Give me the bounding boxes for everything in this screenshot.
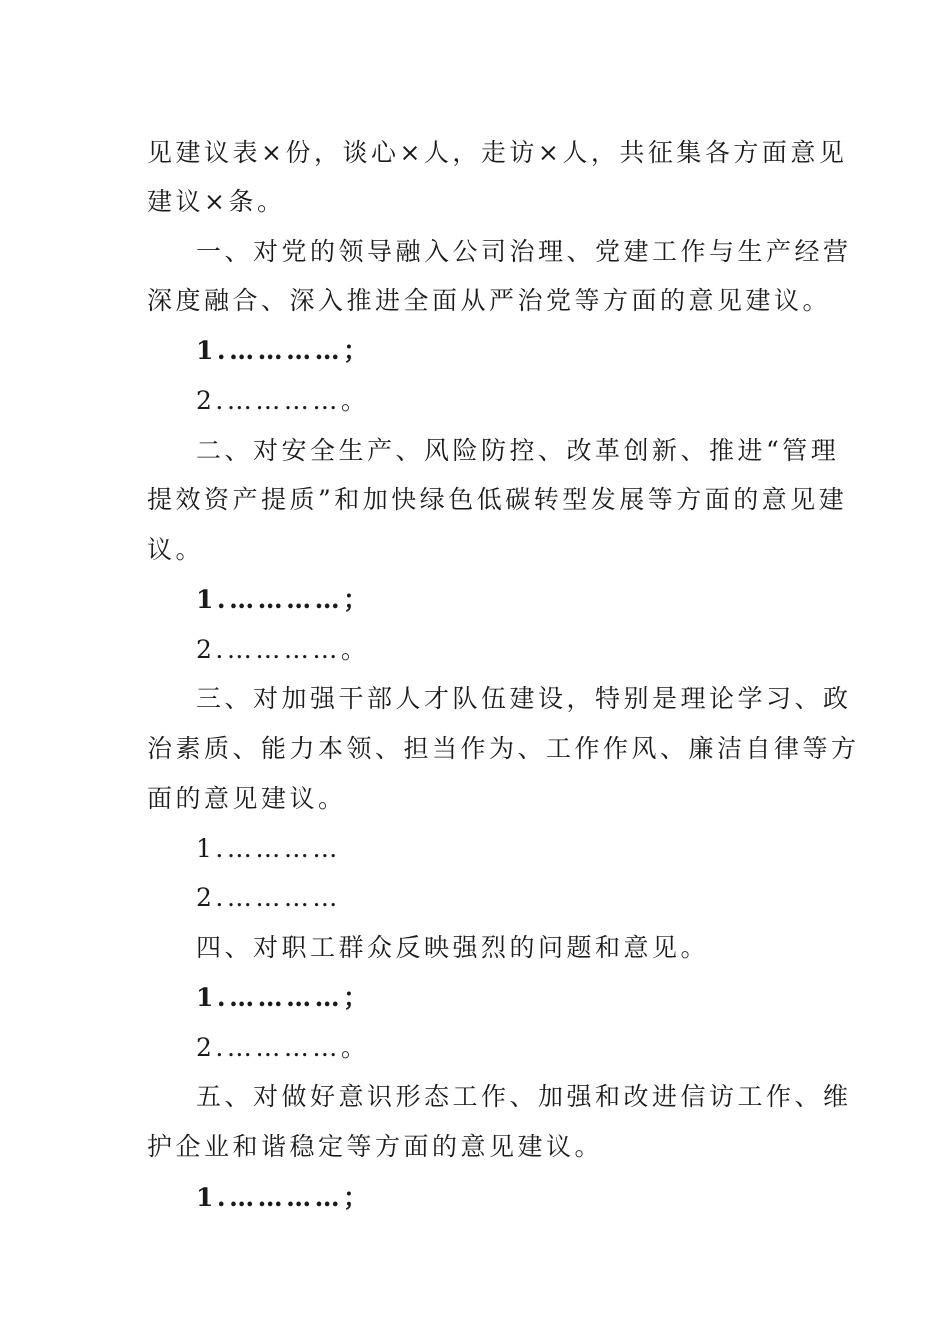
section-2-heading: 二、对安全生产、风险防控、改革创新、推进“管理 — [196, 436, 840, 465]
section-1-heading-cont: 深度融合、深入推进全面从严治党等方面的意见建议。 — [147, 286, 832, 315]
section-4-heading: 四、对职工群众反映强烈的问题和意见。 — [196, 933, 710, 962]
list-item: 1.…………； — [196, 1183, 372, 1212]
list-item: 1.………… — [196, 834, 341, 863]
section-2-heading-cont: 提效资产提质”和加快绿色低碳转型发展等方面的意见建 — [147, 485, 848, 514]
section-3-heading-cont: 面的意见建议。 — [147, 784, 347, 813]
section-5-heading-cont: 护企业和谐稳定等方面的意见建议。 — [147, 1132, 604, 1161]
section-1-heading: 一、对党的领导融入公司治理、党建工作与生产经营 — [196, 237, 852, 266]
list-item: 1.…………； — [196, 336, 372, 365]
list-item: 2.………… — [196, 883, 341, 912]
section-5-heading: 五、对做好意识形态工作、加强和改进信访工作、维 — [196, 1082, 852, 1111]
section-3-heading: 三、对加强干部人才队伍建设，特别是理论学习、政 — [196, 684, 852, 713]
paragraph-line: 建议×条。 — [147, 187, 286, 216]
list-item: 2.…………。 — [196, 386, 370, 415]
section-3-heading-cont: 治素质、能力本领、担当作为、工作作风、廉洁自律等方 — [147, 734, 860, 763]
list-item: 2.…………。 — [196, 635, 370, 664]
list-item: 1.…………； — [196, 585, 372, 614]
section-2-heading-cont: 议。 — [147, 535, 205, 564]
list-item: 1.…………； — [196, 983, 372, 1012]
paragraph-line: 见建议表×份，谈心×人，走访×人，共征集各方面意见 — [147, 138, 848, 167]
list-item: 2.…………。 — [196, 1033, 370, 1062]
